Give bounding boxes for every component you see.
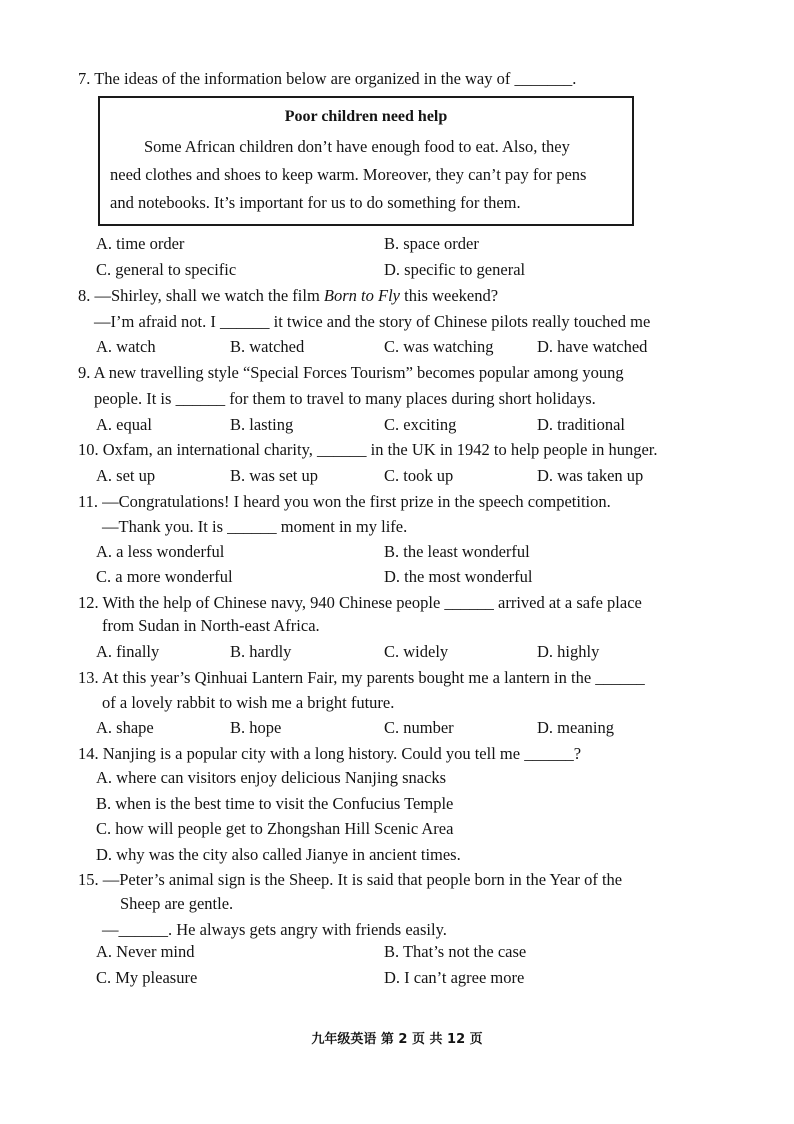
box-title: Poor children need help: [284, 108, 448, 125]
page-footer: 九年级英语 第 2 页 共 12 页: [311, 1032, 483, 1047]
box-line-1: Some African children don’t have enough food to eat. Also, they: [144, 137, 570, 156]
q10-option-d: D. was taken up: [537, 466, 644, 485]
q8-line1-post: this weekend?: [400, 286, 499, 305]
question-15-line-3: —______. He always gets angry with friends easily.: [102, 920, 447, 939]
q9-option-d: D. traditional: [537, 415, 625, 434]
q14-option-a: A. where can visitors enjoy delicious Nanjing snacks: [96, 768, 447, 787]
q15-option-b: B. That’s not the case: [384, 942, 527, 961]
q12-option-d: D. highly: [537, 642, 600, 661]
q12-option-c: C. widely: [384, 642, 449, 661]
q15-option-d: D. I can’t agree more: [384, 968, 525, 987]
q11-option-d: D. the most wonderful: [384, 567, 533, 586]
question-9-line-2: people. It is ______ for them to travel to many places during short holidays.: [94, 389, 596, 408]
q14-option-b: B. when is the best time to visit the Confucius Temple: [96, 794, 454, 813]
box-line-3: and notebooks. It’s important for us to do something for them.: [110, 193, 521, 212]
q8-line1-pre: 8. —Shirley, shall we watch the film: [78, 286, 324, 305]
question-13-line-2: of a lovely rabbit to wish me a bright future.: [102, 693, 395, 712]
question-14-line-1: 14. Nanjing is a popular city with a long history. Could you tell me ______?: [78, 744, 582, 763]
question-12-line-2: from Sudan in North-east Africa.: [102, 616, 320, 635]
q7-option-c: C. general to specific: [96, 260, 237, 279]
q14-option-d: D. why was the city also called Jianye in ancient times.: [96, 845, 461, 864]
question-11-line-1: 11. —Congratulations! I heard you won the first prize in the speech competition.: [78, 492, 611, 511]
q11-option-a: A. a less wonderful: [96, 542, 225, 561]
q7-option-a: A. time order: [96, 234, 185, 253]
q7-option-b: B. space order: [384, 234, 479, 253]
q8-option-b: B. watched: [230, 337, 305, 356]
film-title: Born to Fly: [323, 286, 400, 305]
q12-option-b: B. hardly: [230, 642, 292, 661]
question-7-stem: 7. The ideas of the information below are organized in the way of _______.: [78, 69, 577, 88]
q9-option-c: C. exciting: [384, 415, 457, 434]
q8-option-c: C. was watching: [384, 337, 494, 356]
question-13-line-1: 13. At this year’s Qinhuai Lantern Fair, my parents bought me a lantern in the ______: [78, 668, 645, 687]
q10-option-c: C. took up: [384, 466, 454, 485]
q15-option-a: A. Never mind: [96, 942, 195, 961]
q8-option-d: D. have watched: [537, 337, 648, 356]
question-15-line-2: Sheep are gentle.: [120, 894, 234, 913]
box-line-2: need clothes and shoes to keep warm. Moreover, they can’t pay for pens: [110, 165, 587, 184]
q11-option-c: C. a more wonderful: [96, 567, 233, 586]
question-9-line-1: 9. A new travelling style “Special Forces Tourism” becomes popular among young: [78, 363, 624, 382]
q9-option-b: B. lasting: [230, 415, 294, 434]
reading-box: [98, 96, 634, 226]
question-15-line-1: 15. —Peter’s animal sign is the Sheep. It is said that people born in the Year of the: [78, 870, 623, 889]
question-12-line-1: 12. With the help of Chinese navy, 940 Chinese people ______ arrived at a safe place: [78, 593, 642, 612]
q9-option-a: A. equal: [96, 415, 152, 434]
q7-option-d: D. specific to general: [384, 260, 526, 279]
q11-option-b: B. the least wonderful: [384, 542, 530, 561]
question-8-line-2: —I’m afraid not. I ______ it twice and the story of Chinese pilots really touched me: [94, 312, 651, 331]
q12-option-a: A. finally: [96, 642, 160, 661]
q13-option-d: D. meaning: [537, 718, 614, 737]
q14-option-c: C. how will people get to Zhongshan Hill Scenic Area: [96, 819, 454, 838]
q8-option-a: A. watch: [96, 337, 156, 356]
question-10-line-1: 10. Oxfam, an international charity, ______ in the UK in 1942 to help people in hunger.: [78, 440, 658, 459]
q13-option-c: C. number: [384, 718, 454, 737]
q15-option-c: C. My pleasure: [96, 968, 198, 987]
question-8-line-1: [78, 285, 498, 307]
q10-option-a: A. set up: [96, 466, 156, 485]
q10-option-b: B. was set up: [230, 466, 318, 485]
q13-option-a: A. shape: [96, 718, 154, 737]
q13-option-b: B. hope: [230, 718, 282, 737]
question-11-line-2: —Thank you. It is ______ moment in my life.: [102, 517, 408, 536]
